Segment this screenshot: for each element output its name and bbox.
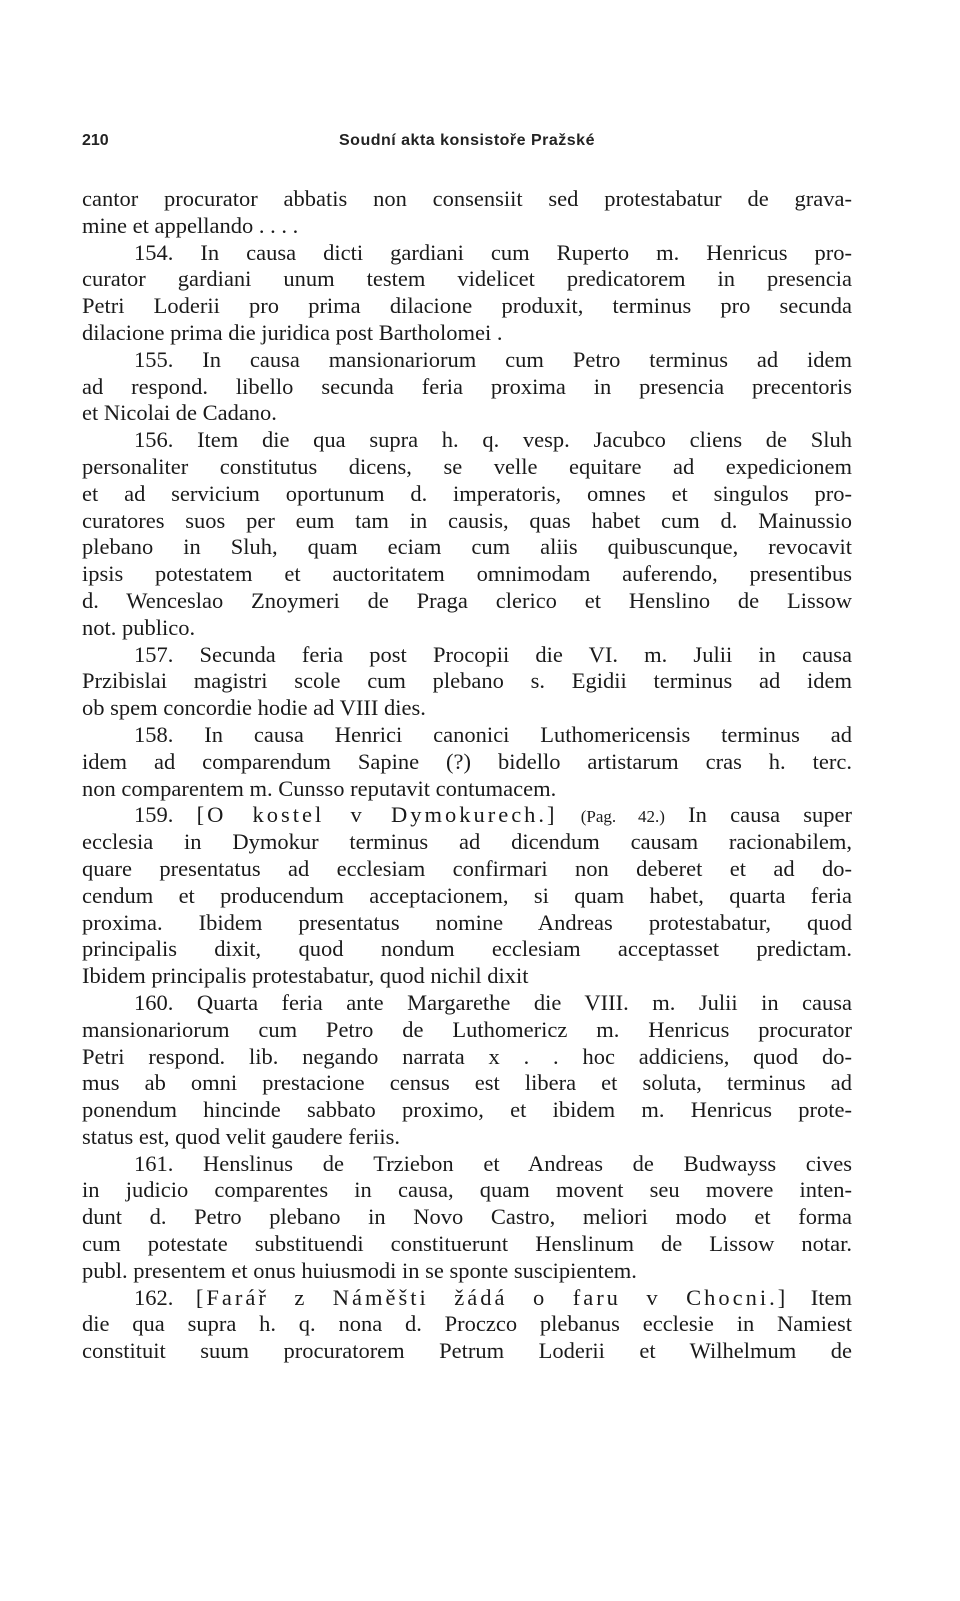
text-line: in judicio comparentes in causa, quam movent seu movere inten- [82,1177,852,1203]
text-line: 156. Item die qua supra h. q. vesp. Jacubco cliens de Sluh [134,427,852,453]
text-line: Przibislai magistri scole cum plebano s. Egidii terminus ad idem [82,668,852,694]
text-segment: (Pag. 42.) [580,807,665,827]
text-line: Petri respond. lib. negando narrata x . . hoc addiciens, quod do- [82,1043,852,1069]
text-line: ob spem concordie hodie ad VIII dies. [82,695,426,721]
text-line: curator gardiani unum testem videlicet predicatorem in presencia [82,266,852,292]
text-line: principalis dixit, quod nondum ecclesiam acceptasset predictam. [82,936,852,962]
text-line: publ. presentem et onus huiusmodi in se sponte suscipientem. [82,1257,637,1283]
text-line [82,802,852,829]
text-line: non comparentem m. Cunsso reputavit contumacem. [82,775,557,801]
text-line: proxima. Ibidem presentatus nomine Andreas protestabatur, quod [82,909,852,935]
text-line: d. Wenceslao Znoymeri de Praga clerico et Henslino de Lissow [82,587,852,613]
text-line: 154. In causa dicti gardiani cum Ruperto m. Henricus pro- [134,239,852,265]
text-line: 157. Secunda feria post Procopii die VI. m. Julii in causa [134,641,852,667]
text-line: curatores suos per eum tam in causis, quas habet cum d. Mainussio [82,507,852,533]
text-line: cum potestate substituendi constituerunt Henslinum de Lissow notar. [82,1231,852,1257]
text-line: Ibidem principalis protestabatur, quod nichil dixit [82,963,529,989]
text-line: ponendum hincinde sabbato proximo, et ibidem m. Henricus prote- [82,1097,852,1123]
text-line: 161. Henslinus de Trziebon et Andreas de Budwayss cives [134,1150,852,1176]
text-segment: [Farář z Náměšti žádá o faru v Chocni.] [195,1284,789,1310]
text-line: mus ab omni prestacione census est libera et soluta, terminus ad [82,1070,852,1096]
text-line: personaliter constitutus dicens, se velle equitare ad expedicionem [82,453,852,479]
text-segment: In causa super [664,802,853,828]
text-line: 160. Quarta feria ante Margarethe die VIII. m. Julii in causa [134,989,852,1015]
text-line: mansionariorum cum Petro de Luthomericz m. Henricus procurator [82,1016,852,1042]
text-line: ecclesia in Dymokur terminus ad dicendum causam racionabilem, [82,829,852,855]
text-line: 155. In causa mansionariorum cum Petro terminus ad idem [134,346,852,372]
text-segment [558,802,581,827]
body-text [82,186,852,1365]
text-line: not. publico. [82,614,196,640]
text-line [82,1285,852,1312]
text-line: cantor procurator abbatis non consensiit sed protestabatur de grava- [82,186,852,211]
text-line: constituit suum procuratorem Petrum Loderii et Wilhelmum de [82,1338,852,1364]
text-line: et Nicolai de Cadano. [82,400,277,426]
text-line: et ad servicium oportunum d. imperatoris, omnes et singulos pro- [82,480,852,506]
page-number: 210 [82,132,109,149]
text-line: dilacione prima die juridica post Bartholomei . [82,319,503,345]
text-line: 158. In causa Henrici canonici Luthomericensis terminus ad [134,721,852,747]
text-line: quare presentatus ad ecclesiam confirmari non deberet et ad do- [82,855,852,881]
text-segment: 159. [134,802,197,828]
text-line: die qua supra h. q. nona d. Proczco plebanus ecclesie in Namiest [82,1311,852,1337]
text-line: idem ad comparendum Sapine (?) bidello artistarum cras h. terc. [82,748,852,774]
text-line: Petri Loderii pro prima dilacione produxit, terminus pro secunda [82,293,852,319]
text-line: dunt d. Petro plebano in Novo Castro, meliori modo et forma [82,1204,852,1230]
text-line: status est, quod velit gaudere feriis. [82,1123,401,1149]
text-line: cendum et producendum acceptacionem, si quam habet, quarta feria [82,882,852,908]
text-segment: 162. [134,1284,196,1310]
text-segment: [O kostel v Dymokurech.] [196,802,558,828]
text-segment: Item [788,1284,853,1310]
running-head [82,132,852,156]
running-title: Soudní akta konsistoře Pražské [339,132,595,149]
text-line: ipsis potestatem et auctoritatem omnimodam auferendo, presentibus [82,561,852,587]
text-line: mine et appellando . . . . [82,212,299,238]
text-line: ad respond. libello secunda feria proxima in presencia precentoris [82,373,852,399]
text-line: plebano in Sluh, quam eciam cum aliis quibuscunque, revocavit [82,534,852,560]
